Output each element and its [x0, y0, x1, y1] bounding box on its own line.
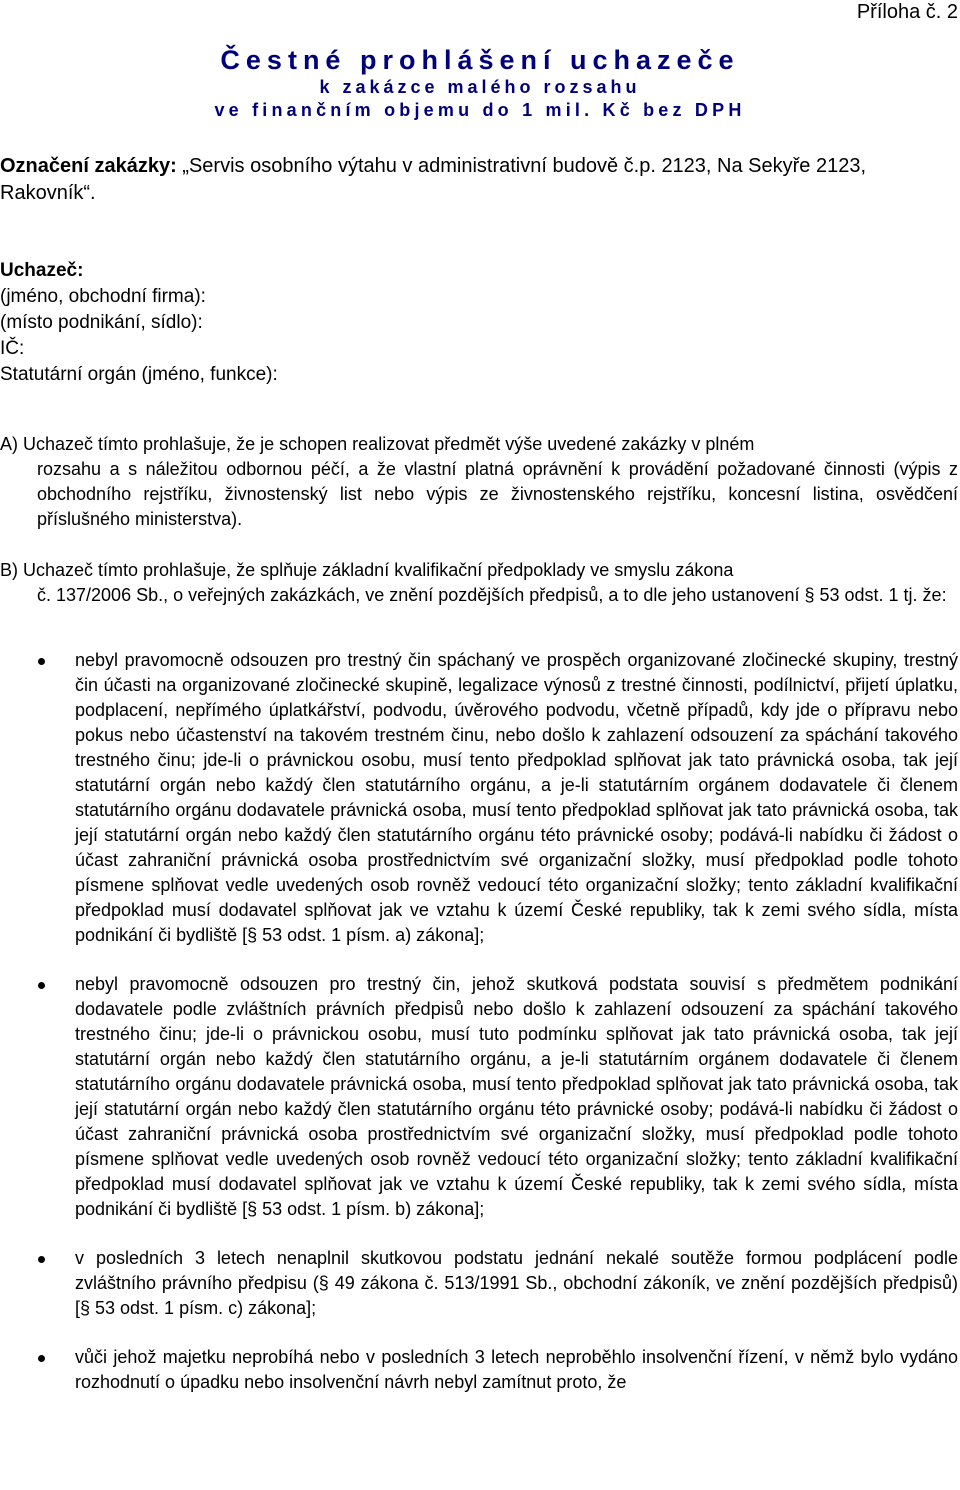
title-block [0, 44, 960, 122]
bullet-icon [38, 1355, 45, 1362]
bidder-field-statutory: Statutární orgán (jméno, funkce): [0, 364, 278, 385]
qualification-list [0, 648, 958, 1419]
paragraph-a [0, 432, 958, 532]
document-subtitle-1: k zakázce malého rozsahu [319, 77, 641, 97]
paragraph-b-first-line: B) Uchazeč tímto prohlašuje, že splňuje základní kvalifikační předpoklady ve smyslu zákona [0, 560, 734, 580]
document-title: Čestné prohlášení uchazeče [220, 45, 740, 75]
list-item [0, 1345, 958, 1395]
bidder-heading: Uchazeč: [0, 260, 84, 281]
paragraph-b [0, 558, 958, 608]
paragraph-a-body: rozsahu a s náležitou odbornou péčí, a že vlastní platná oprávnění k provádění požadované činnosti (výpis z obchodního rejstříku, živnostenský list nebo výpis ze živnostenského rejstříku, koncesní listina, osvědčení příslušného ministerstva). [37, 459, 958, 529]
bidder-field-ic: IČ: [0, 338, 25, 359]
list-item-text: vůči jehož majetku neprobíhá nebo v posledních 3 letech neproběhlo insolvenční řízení, v němž bylo vydáno rozhodnutí o úpadku nebo insolvenční návrh nebyl zamítnut proto, že [75, 1347, 958, 1392]
designation-label: Označení zakázky: [0, 155, 177, 177]
bullet-icon [38, 982, 45, 989]
bidder-field-address: (místo podnikání, sídlo): [0, 312, 203, 333]
list-item-text: nebyl pravomocně odsouzen pro trestný čin spáchaný ve prospěch organizované zločinecké skupiny, trestný čin účasti na organizované zločinecké skupině, legalizace výnosů z trestné činnosti, podílnictví, přijetí úplatku, podplacení, nepřímého úplatkářství, podvodu, úvěrového podvodu, včetně případů, kdy jde o přípravu nebo pokus nebo účastenství na takovém trestném činu, nebo došlo k zahlazení odsouzení za spáchání takového trestného činu; jde-li o právnickou osobu, musí tento předpoklad splňovat jak tato právnická osoba, tak její statutární orgán nebo každý člen statutárního orgánu, a je-li statutárním orgánem dodavatele či členem statutárního orgánu dodavatele právnická osoba, musí tento předpoklad splňovat jak tato právnická osoba, tak její statutární orgán nebo každý člen statutárního orgánu této právnické osoby; podává-li nabídku či žádost o účast zahraniční právnická osoba prostřednictvím své organizační složky, musí předpoklad podle tohoto písmene splňovat vedle uvedených osob rovněž vedoucí této organizační složky; tento základní kvalifikační předpoklad musí dodavatel splňovat jak ve vztahu k území České republiky, tak k zemi svého sídla, místa podnikání či bydliště [§ 53 odst. 1 písm. a) zákona]; [75, 650, 958, 945]
bidder-field-name: (jméno, obchodní firma): [0, 286, 206, 307]
paragraph-b-body: č. 137/2006 Sb., o veřejných zakázkách, ve znění pozdějších předpisů, a to dle jeho ustanovení § 53 odst. 1 tj. že: [37, 585, 947, 605]
designation-text: „Servis osobního výtahu v administrativní budově č.p. 2123, Na Sekyře 2123, Rakovník“. [0, 155, 867, 204]
bullet-icon [38, 658, 45, 665]
annex-label: Příloha č. 2 [856, 1, 958, 23]
bidder-block [0, 258, 958, 388]
list-item [0, 972, 958, 1222]
bullet-icon [38, 1256, 45, 1263]
list-item [0, 1246, 958, 1321]
document-subtitle-2: ve finančním objemu do 1 mil. Kč bez DPH [214, 100, 746, 120]
list-item-text: v posledních 3 letech nenaplnil skutkovou podstatu jednání nekalé soutěže formou podplácení podle zvláštního právního předpisu (§ 49 zákona č. 513/1991 Sb., obchodní zákoník, ve znění pozdějších předpisů) [§ 53 odst. 1 písm. c) zákona]; [75, 1248, 958, 1318]
contract-designation [0, 153, 958, 207]
list-item-text: nebyl pravomocně odsouzen pro trestný čin, jehož skutková podstata souvisí s předmětem podnikání dodavatele podle zvláštních právních předpisů nebo došlo k zahlazení odsouzení za spáchání takového trestného činu; jde-li o právnickou osobu, musí tuto podmínku splňovat jak tato právnická osoba, tak její statutární orgán nebo každý člen statutárního orgánu, a je-li statutárním orgánem dodavatele či členem statutárního orgánu dodavatele právnická osoba, musí tento předpoklad splňovat jak tato právnická osoba, tak její statutární orgán nebo každý člen statutárního orgánu této právnické osoby; podává-li nabídku či žádost o účast zahraniční právnická osoba prostřednictvím své organizační složky, musí předpoklad podle tohoto písmene splňovat vedle uvedených osob rovněž vedoucí této organizační složky; tento základní kvalifikační předpoklad musí dodavatel splňovat jak ve vztahu k území České republiky, tak k zemi svého sídla, místa podnikání či bydliště [§ 53 odst. 1 písm. b) zákona]; [75, 974, 958, 1219]
paragraph-a-first-line: A) Uchazeč tímto prohlašuje, že je schopen realizovat předmět výše uvedené zakázky v plném [0, 434, 755, 454]
list-item [0, 648, 958, 948]
